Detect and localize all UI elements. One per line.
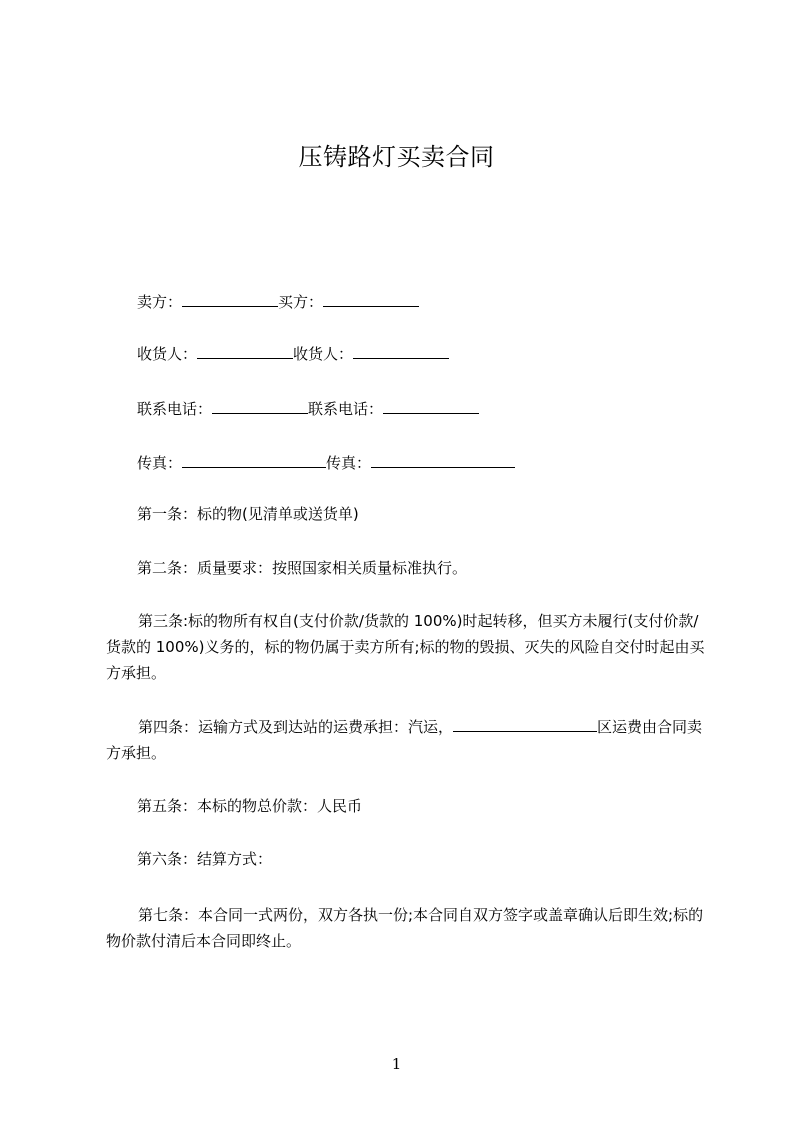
article-1: 第一条：标的物(见清单或送货单)	[137, 505, 359, 523]
buyer-label: 买方：	[278, 293, 324, 311]
consignee-label-1: 收货人：	[137, 345, 198, 363]
article-4-text-before: 第四条：运输方式及到达站的运费承担：汽运，	[138, 718, 454, 736]
page-number: 1	[391, 1055, 402, 1073]
article-2: 第二条：质量要求：按照国家相关质量标准执行。	[137, 559, 468, 577]
fax-blank-1[interactable]	[182, 452, 326, 468]
article-4-text-after: 区运费由合同卖方承担。	[106, 718, 703, 762]
phone-label-2: 联系电话：	[308, 400, 384, 418]
fax-label-2: 传真：	[326, 454, 372, 472]
document-title: 压铸路灯买卖合同	[298, 143, 495, 171]
article-5: 第五条：本标的物总价款：人民币	[137, 797, 363, 815]
seller-buyer-line	[137, 291, 419, 313]
fax-label-1: 传真：	[137, 454, 183, 472]
article-7: 第七条：本合同一式两份，双方各执一份;本合同自双方签字或盖章确认后即生效;标的物价款付清后本合同即终止。	[106, 906, 704, 950]
destination-blank[interactable]	[453, 716, 597, 732]
fax-blank-2[interactable]	[371, 452, 515, 468]
phone-line	[137, 398, 479, 420]
fax-line	[137, 452, 515, 474]
consignee-line	[137, 343, 449, 365]
article-3: 第三条:标的物所有权自(支付价款/货款的 100%)时起转移，但买方未履行(支付价款/货款的 100%)义务的，标的物仍属于卖方所有;标的物的毁损、灭失的风险自交付时起由买方承担。	[106, 612, 705, 682]
phone-blank-2[interactable]	[383, 398, 479, 414]
article-4	[106, 714, 706, 766]
phone-label-1: 联系电话：	[137, 400, 213, 418]
seller-blank[interactable]	[182, 291, 278, 307]
buyer-blank[interactable]	[323, 291, 419, 307]
consignee-blank-1[interactable]	[197, 343, 293, 359]
phone-blank-1[interactable]	[212, 398, 308, 414]
consignee-blank-2[interactable]	[353, 343, 449, 359]
article-6: 第六条：结算方式：	[137, 850, 273, 868]
consignee-label-2: 收货人：	[293, 345, 354, 363]
seller-label: 卖方：	[137, 293, 183, 311]
